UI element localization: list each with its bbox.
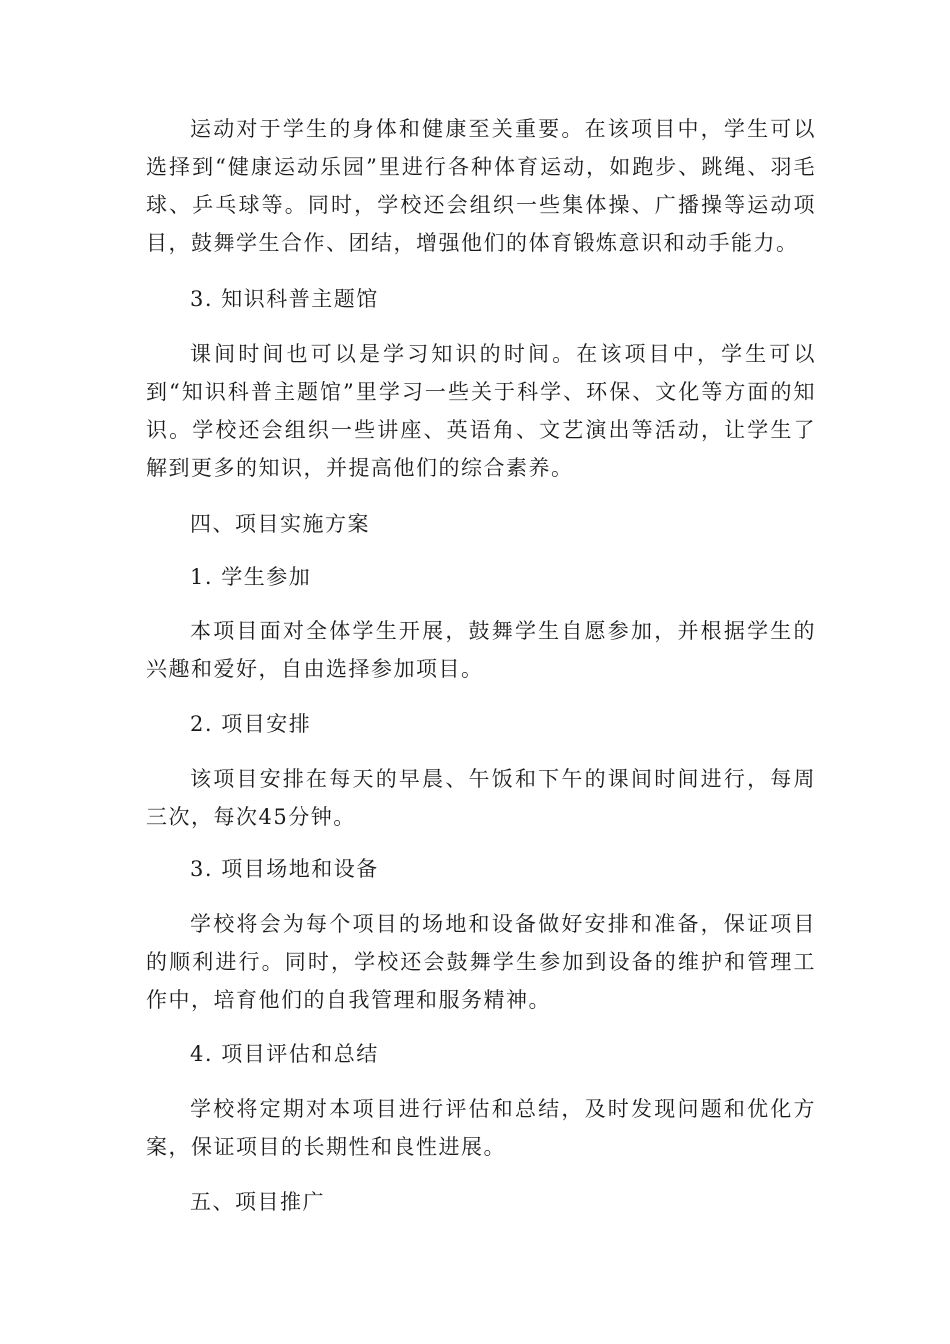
paragraph-knowledge-hall: 课间时间也可以是学习知识的时间。在该项目中，学生可以到“知识科普主题馆”里学习一些关于科学、环保、文化等方面的知识。学校还会组织一些讲座、英语角、文艺演出等活动，让学生了解到更多的知识，并提高他们的综合素养。 xyxy=(146,342,816,480)
paragraph-venue-equipment: 学校将会为每个项目的场地和设备做好安排和准备，保证项目的顺利进行。同时，学校还会鼓舞学生参加到设备的维护和管理工作中，培育他们的自我管理和服务精神。 xyxy=(146,912,816,1012)
heading-project-promotion: 五、项目推广 xyxy=(190,1190,325,1214)
heading-evaluation-summary: 4. 项目评估和总结 xyxy=(190,1042,379,1066)
heading-implementation-plan: 四、项目实施方案 xyxy=(190,512,370,536)
heading-knowledge-hall: 3. 知识科普主题馆 xyxy=(190,287,379,311)
heading-venue-equipment: 3. 项目场地和设备 xyxy=(190,857,379,881)
paragraph-evaluation-summary: 学校将定期对本项目进行评估和总结，及时发现问题和优化方案，保证项目的长期性和良性进展。 xyxy=(146,1097,816,1159)
paragraph-project-schedule: 该项目安排在每天的早晨、午饭和下午的课间时间进行，每周三次，每次45分钟。 xyxy=(146,767,816,829)
heading-project-schedule: 2. 项目安排 xyxy=(190,712,312,736)
heading-student-participation: 1. 学生参加 xyxy=(190,565,312,589)
paragraph-sports-park: 运动对于学生的身体和健康至关重要。在该项目中，学生可以选择到“健康运动乐园”里进行各种体育运动，如跑步、跳绳、羽毛球、乒乓球等。同时，学校还会组织一些集体操、广播操等运动项目，鼓舞学生合作、团结，增强他们的体育锻炼意识和动手能力。 xyxy=(146,117,816,255)
paragraph-student-participation: 本项目面对全体学生开展，鼓舞学生自愿参加，并根据学生的兴趣和爱好，自由选择参加项目。 xyxy=(146,619,816,681)
